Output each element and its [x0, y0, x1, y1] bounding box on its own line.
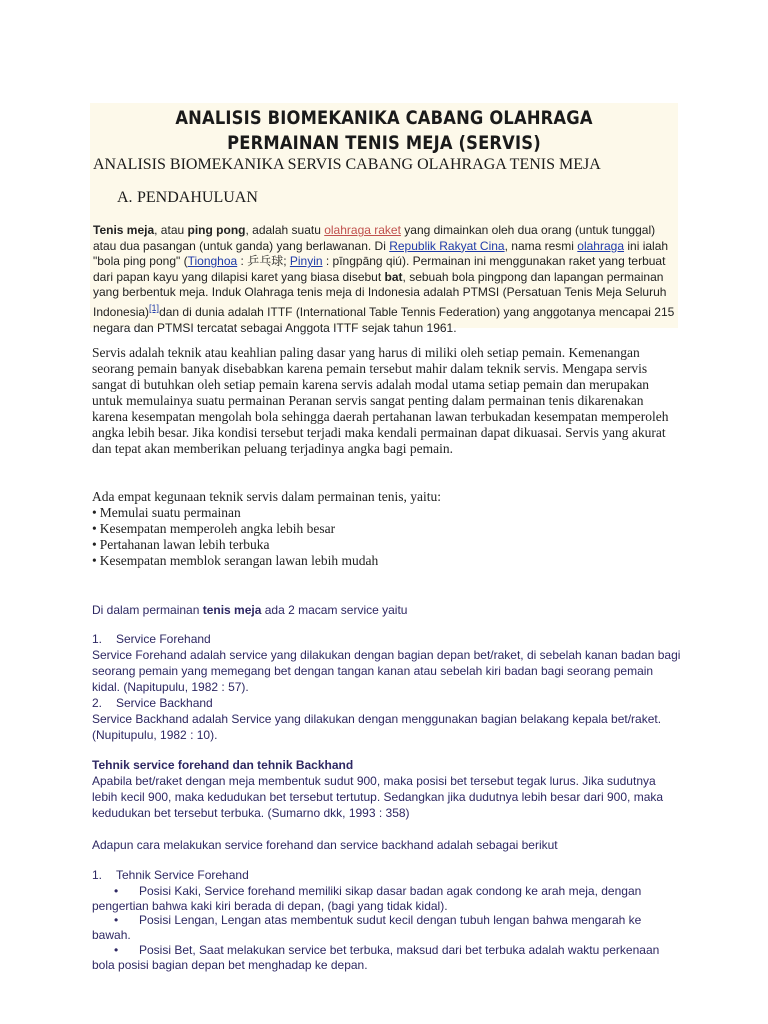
item-description: Service Forehand adalah service yang dilakukan dengan bagian depan bet/raket, di sebelah kanan badan bagi seorang pemain yang memegang bet dengan tangan kanan atau sebelah kiri badan bagi seorang pemain kidal. (Napitupulu, 1982 : 57). — [92, 648, 681, 694]
bold-term: Tenis meja — [93, 223, 155, 237]
list-item — [92, 913, 682, 942]
bullet-icon: • — [114, 943, 119, 957]
text-run: ada 2 macam service yaitu — [261, 603, 408, 617]
service-list — [92, 631, 682, 743]
text-run: : 乒乓球; — [237, 254, 290, 269]
footnote-link[interactable]: [1] — [149, 302, 160, 313]
text-run: ini ialah "bola ping pong" ( — [93, 238, 669, 269]
bullet-text: Posisi Bet, Saat melakukan service bet terbuka, maksud dari bet terbuka adalah waktu perkenaan bola posisi bagian depan bet menghadap ke depan. — [92, 943, 660, 972]
bold-term: ping pong — [187, 223, 246, 237]
text-run: , sebuah bola pingpong dan lapangan permainan yang berbentuk meja. Induk Olahraga tenis meja di Indonesia adalah PTMSI (Persatuan Tenis Meja Seluruh Indonesia) — [93, 269, 667, 319]
item-number: 2. — [92, 696, 103, 710]
section-heading — [117, 189, 258, 207]
uses-intro: Ada empat kegunaan teknik servis dalam permainan tenis, yaitu: — [92, 489, 442, 504]
tehnik-body: Apabila bet/raket dengan meja membentuk sudut 900, maka posisi bet tersebut tegak lurus. Jika sudutnya lebih kecil 900, maka kedudukan bet tersebut tertutup. Sedangkan jika dudutnya lebih besar dari 900, maka kedudukan bet tersebut terbuka. (Sumarno dkk, 1993 : 358) — [92, 774, 664, 820]
item-description: Service Backhand adalah Service yang dilakukan dengan menggunakan bagian belakang kepala bet/raket. (Nupitupulu, 1982 : 10). — [92, 712, 662, 742]
list-item: • Memulai suatu permainan — [92, 505, 682, 521]
adapun-line: Adapun cara melakukan service forehand dan service backhand adalah sebagai berikut — [92, 838, 558, 852]
list-item — [92, 884, 682, 913]
item-number: 1. — [92, 868, 103, 882]
item-title: Service Forehand — [116, 632, 211, 646]
section-number: A. — [117, 189, 133, 206]
bold-term: bat — [384, 269, 403, 284]
bold-term: tenis meja — [202, 603, 262, 617]
list-item: • Kesempatan memblok serangan lawan lebih mudah — [92, 553, 682, 569]
text-run: , adalah suatu — [245, 223, 325, 237]
subtitle: ANALISIS BIOMEKANIKA SERVIS CABANG OLAHRAGA TENIS MEJA — [93, 156, 601, 173]
text-run: : pīngpāng qiú). Permainan ini menggunakan raket yang terbuat dari papan kayu yang dilapisi karet yang biasa disebut — [93, 254, 666, 284]
page-title: ANALISIS BIOMEKANIKA CABANG OLAHRAGA PERMAINAN TENIS MEJA (SERVIS) — [175, 107, 593, 154]
link-pinyin[interactable]: Pinyin — [289, 254, 323, 269]
text-run: Di dalam permainan — [92, 603, 203, 617]
list-item: • Kesempatan memperoleh angka lebih besar — [92, 521, 682, 537]
bullet-icon: • — [114, 913, 119, 927]
forehand-heading — [92, 867, 682, 883]
bullet-icon: • — [114, 884, 119, 898]
link-republik-rakyat-cina[interactable]: Republik Rakyat Cina — [389, 238, 505, 253]
list-item: • Pertahanan lawan lebih terbuka — [92, 537, 682, 553]
bullet-text: Posisi Kaki, Service forehand memiliki sikap dasar badan agak condong ke arah meja, dengan pengertian bahwa kaki kiri berada di depan, (bagi yang tidak kidal). — [92, 884, 642, 913]
list-item — [92, 943, 682, 972]
item-title: Tehnik Service Forehand — [116, 868, 249, 882]
text-run: , nama resmi — [504, 238, 578, 253]
tehnik-heading: Tehnik service forehand dan tehnik Backhand — [92, 758, 354, 772]
uses-block — [92, 489, 682, 569]
item-title: Service Backhand — [116, 696, 213, 710]
servis-paragraph: Servis adalah teknik atau keahlian paling dasar yang harus di miliki oleh setiap pemain. Kemenangan seorang pemain banyak disebabkan karena pemain tersebut mahir dalam teknik servis. Mengapa servis sangat di butuhkan oleh setiap pemain karena servis adalah modal utama setiap pemain dan merupakan untuk memulainya suatu permainan Peranan servis sangat penting dalam permainan tenis dikarenakan karena kesempatan mengolah bola sehingga daerah pertahanan lawan terbukadan kesempatan memperoleh angka lebih besar. Jika kondisi tersebut terjadi maka kendali permainan dapat dikuasai. Servis yang akurat dan tepat akan memberikan peluang terjadinya angka bagi pemain. — [92, 345, 669, 456]
intro-paragraph — [93, 223, 679, 336]
tehnik-block — [92, 757, 682, 821]
link-olahraga-raket[interactable]: olahraga raket — [324, 223, 401, 237]
service-item-backhand — [92, 695, 682, 711]
text-run: , atau — [154, 223, 188, 237]
bullet-text: Posisi Lengan, Lengan atas membentuk sudut kecil dengan tubuh lengan bahwa mengarah ke bawah. — [92, 913, 642, 942]
section-label: PENDAHULUAN — [137, 189, 258, 206]
uses-list — [92, 505, 682, 569]
text-run: dan di dunia adalah ITTF (International Table Tennis Federation) yang anggotanya mencapai 215 negara dan PTMSI tercatat sebagai Anggota ITTF sejak tahun 1961. — [93, 304, 675, 335]
text-run: yang dimainkan oleh dua orang (untuk tunggal) atau dua pasangan (untuk ganda) yang berlawanan. Di — [93, 223, 656, 253]
link-tionghoa[interactable]: Tionghoa — [187, 254, 238, 269]
service-item-forehand — [92, 631, 682, 647]
item-number: 1. — [92, 632, 103, 646]
macam-line — [92, 602, 682, 618]
link-olahraga[interactable]: olahraga — [577, 238, 625, 253]
